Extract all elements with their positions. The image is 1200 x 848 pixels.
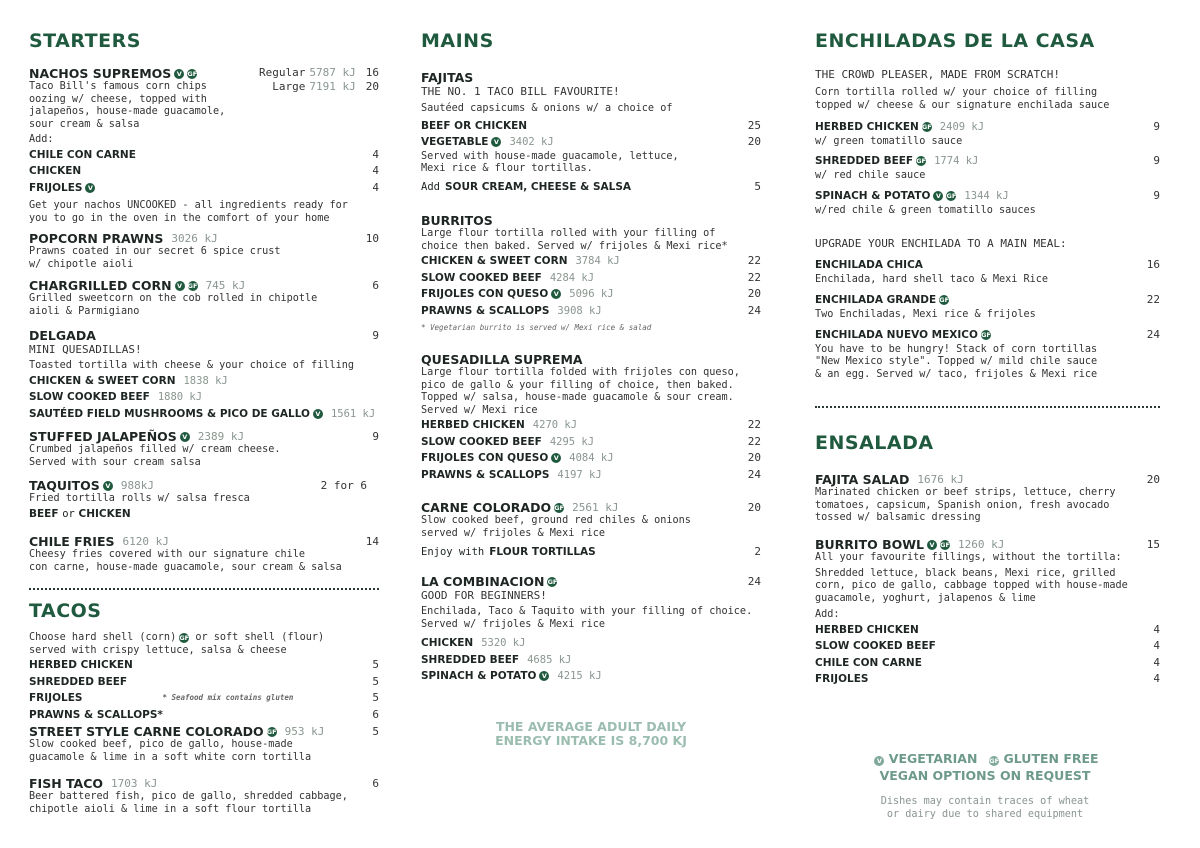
- vegetarian-icon: V: [491, 137, 501, 147]
- combinacion-sub: GOOD FOR BEGINNERS!: [421, 589, 547, 602]
- delgada-desc: Toasted tortilla with cheese & your choice of filling: [29, 360, 355, 371]
- gluten-free-icon: GF: [547, 577, 558, 586]
- option-row: CHICKEN & SWEET CORN 1838 kJ: [29, 374, 228, 387]
- vegetarian-icon: V: [874, 756, 884, 766]
- item-name: STREET STYLE CARNE COLORADO: [29, 724, 264, 739]
- bowl-addon: FRIJOLES 4: [815, 672, 1160, 685]
- trace-note: Dishes may contain traces of wheat or dairy due to shared equipment: [880, 796, 1090, 820]
- gluten-free-icon: GF: [939, 296, 950, 305]
- addon-chile-con-carne: CHILE CON CARNE 4: [29, 147, 379, 161]
- nachos-name: NACHOS SUPREMOS: [29, 66, 172, 81]
- vegetarian-icon: V: [85, 183, 95, 193]
- item-kj: 745 kJ: [205, 279, 246, 292]
- burrito-option: FRIJOLES CON QUESO V 5096 kJ 20: [421, 287, 761, 300]
- gluten-free-icon: GF: [989, 757, 1000, 765]
- combinacion-option: SPINACH & POTATO V 4215 kJ: [421, 670, 602, 682]
- burritos-item: BURRITOS Large flour tortilla rolled with your filling of choice then baked. Served w/ frijoles & Mexi rice* CHICKEN & SWEET CORN 3784 kJ 22 SLOW COOKED BEEF 4284 kJ 22 FRIJOLES CON QUESO V 5096 kJ 20 PRAWNS & SCALLOPS 3908 kJ 24 * Vegetarian burrito is served w/ Mexi rice & salad: [421, 213, 761, 332]
- regular-kj: 5787 kJ: [309, 66, 356, 79]
- la-combinacion-item: LA COMBINACION GF 24 GOOD FOR BEGINNERS! Enchilada, Taco & Taquito with your filling of choice. Served w/ frijoles & Mexi rice CHICKEN 5320 kJ SHREDDED BEEF 4685 kJ SPINACH & POTATO V 4215 kJ: [421, 574, 761, 685]
- item-kj: 2561 kJ: [572, 501, 619, 514]
- vegetarian-icon: V: [174, 69, 184, 79]
- burrito-option: PRAWNS & SCALLOPS 3908 kJ 24: [421, 303, 761, 317]
- fajita-salad-item: FAJITA SALAD 1676 kJ 20 Marinated chicken or beef strips, lettuce, cherry tomatoes, capsicum, Spanish onion, fresh avocado tossed w/ balsamic dressing: [815, 472, 1160, 523]
- upgrade-heading: UPGRADE YOUR ENCHILADA TO A MAIN MEAL:: [815, 237, 1067, 250]
- divider: [29, 588, 379, 590]
- regular-label: Regular: [259, 66, 306, 79]
- item-name: LA COMBINACION: [421, 574, 545, 589]
- enchiladas-intro: THE CROWD PLEASER, MADE FROM SCRATCH! Corn tortilla rolled w/ your choice of filling topped w/ cheese & our signature enchilada sauce: [815, 68, 1160, 112]
- item-name: POPCORN PRAWNS: [29, 231, 164, 246]
- nachos-desc: Taco Bill's famous corn chips oozing w/ cheese, topped with jalapeños, house-made guacamole, sour cream & salsa: [29, 81, 226, 130]
- vegetarian-icon: V: [551, 453, 561, 463]
- gluten-free-icon: GF: [554, 503, 564, 512]
- vegetarian-icon: V: [103, 481, 113, 491]
- option-row: SAUTÉED FIELD MUSHROOMS & PICO DE GALLO V 1561 kJ: [29, 407, 376, 420]
- quesadilla-item: QUESADILLA SUPREMA Large flour tortilla folded with frijoles con queso, pico de gallo & your filling of choice, then baked. Topped w/ salsa, house-made guacamole & sour cream. Served w/ Mexi rice HERBED CHICKEN 4270 kJ 22 SLOW COOKED BEEF 4295 kJ 22 FRIJOLES CON QUESO V 4084 kJ 20 PRAWNS & SCALLOPS 4197 kJ 24: [421, 352, 761, 483]
- starters-heading: STARTERS: [29, 30, 141, 52]
- nachos-sizes: [259, 66, 379, 94]
- nachos-add-label: Add:: [29, 134, 54, 145]
- mains-heading: MAINS: [421, 30, 494, 52]
- gluten-free-icon: GF: [940, 540, 950, 549]
- fajitas-option: VEGETABLE V 3402 kJ 20: [421, 135, 761, 148]
- item-kj: 1676 kJ: [917, 473, 964, 486]
- item-name: BURRITO BOWL: [815, 537, 924, 552]
- vegetarian-icon: V: [175, 281, 185, 291]
- taco-option: SHREDDED BEEF 5: [29, 674, 379, 688]
- enchilada-item: SHREDDED BEEF GF 1774 kJ 9 w/ red chile sauce: [815, 154, 1160, 181]
- quesadilla-option: PRAWNS & SCALLOPS 4197 kJ 24: [421, 467, 761, 481]
- enchilada-nuevo-mexico-item: ENCHILADA NUEVO MEXICO GF 24 You have to be hungry! Stack of corn tortillas "New Mexico style". Topped w/ mild chile sauce & an egg. Served w/ taco, frijoles & Mexi rice: [815, 328, 1160, 380]
- vegetarian-icon: V: [313, 409, 323, 419]
- street-style-item: STREET STYLE CARNE COLORADO GF 953 kJ 5 Slow cooked beef, pico de gallo, house-made guacamole & lime in a soft white corn tortilla: [29, 724, 379, 763]
- large-kj: 7191 kJ: [309, 80, 356, 93]
- stuffed-jalapenos-item: STUFFED JALAPEÑOS V 2389 kJ 9 Crumbed jalapeños filled w/ cream cheese. Served with sour cream salsa: [29, 429, 379, 468]
- item-name: FISH TACO: [29, 776, 104, 791]
- burrito-option: SLOW COOKED BEEF 4284 kJ 22: [421, 270, 761, 284]
- item-kj: 953 kJ: [284, 725, 325, 738]
- fajitas-sub: THE NO. 1 TACO BILL FAVOURITE!: [421, 85, 620, 98]
- item-name: BURRITOS: [421, 213, 493, 228]
- item-price: 6: [372, 777, 379, 790]
- item-price: 20: [1146, 473, 1160, 486]
- taquitos-item: TAQUITOS V 988kJ 2 for 6 Fried tortilla rolls w/ salsa fresca BEEF or CHICKEN: [29, 478, 379, 522]
- quesadilla-option: SLOW COOKED BEEF 4295 kJ 22: [421, 434, 761, 448]
- nachos-item: [29, 66, 379, 225]
- quesadilla-option: FRIJOLES CON QUESO V 4084 kJ 20: [421, 451, 761, 464]
- seafood-note: * Seafood mix contains gluten: [162, 693, 294, 702]
- enchilada-item: SPINACH & POTATO V GF 1344 kJ 9 w/red chile & green tomatillo sauces: [815, 189, 1160, 216]
- vegetarian-icon: V: [180, 432, 190, 442]
- enchilada-grande-item: ENCHILADA GRANDE GF 22 Two Enchiladas, Mexi rice & frijoles: [815, 293, 1160, 320]
- vegetarian-icon: V: [927, 540, 937, 550]
- item-kj: 988kJ: [120, 479, 154, 492]
- tacos-block: Choose hard shell (corn) GF or soft shell (flour) served with crispy lettuce, salsa & cheese HERBED CHICKEN 5 SHREDDED BEEF 5 FRIJOLES * Seafood mix contains gluten 5 PRAWNS & SCALLOPS* 6: [29, 632, 379, 723]
- taco-option: HERBED CHICKEN 5: [29, 658, 379, 671]
- enchilada-chica-item: ENCHILADA CHICA 16 Enchilada, hard shell taco & Mexi Rice: [815, 258, 1160, 285]
- ensalada-heading: ENSALADA: [815, 432, 934, 454]
- item-price: 2 for 6: [320, 479, 367, 492]
- item-price: 10: [365, 232, 379, 245]
- gluten-free-icon: GF: [187, 281, 198, 290]
- quesadilla-option: HERBED CHICKEN 4270 kJ 22: [421, 418, 761, 431]
- item-price: 14: [365, 535, 379, 548]
- item-price: 15: [1146, 538, 1160, 551]
- taquitos-options: BEEF or CHICKEN: [29, 507, 131, 520]
- delgada-item: [29, 328, 379, 422]
- item-name: CHILE FRIES: [29, 534, 115, 549]
- fajitas-option: BEEF OR CHICKEN 25: [421, 118, 761, 132]
- addon-frijoles: FRIJOLES V 4: [29, 180, 379, 194]
- large-label: Large: [272, 80, 306, 93]
- popcorn-prawns-item: POPCORN PRAWNS 3026 kJ 10 Prawns coated in our secret 6 spice crust w/ chipotle aioli: [29, 231, 379, 270]
- vegetarian-icon: V: [551, 289, 561, 299]
- enchiladas-sub: THE CROWD PLEASER, MADE FROM SCRATCH!: [815, 68, 1061, 81]
- carne-addon: Enjoy with FLOUR TORTILLAS 2: [421, 545, 761, 558]
- taco-option: FRIJOLES * Seafood mix contains gluten 5: [29, 690, 379, 707]
- bowl-addon: SLOW COOKED BEEF 4: [815, 639, 1160, 652]
- energy-note: THE AVERAGE ADULT DAILY ENERGY INTAKE IS 8,700 KJ: [495, 719, 687, 748]
- item-name: FAJITA SALAD: [815, 472, 910, 487]
- item-price: 20: [747, 501, 761, 514]
- gluten-free-icon: GF: [921, 123, 932, 132]
- item-name: QUESADILLA SUPREMA: [421, 352, 583, 367]
- vegetarian-icon: V: [933, 191, 943, 201]
- combinacion-option: CHICKEN 5320 kJ: [421, 637, 526, 649]
- dietary-legend: V VEGETARIAN GF GLUTEN FREE VEGAN OPTIONS ON REQUEST: [855, 750, 1115, 784]
- item-kj: 6120 kJ: [122, 535, 169, 548]
- option-row: SLOW COOKED BEEF 1880 kJ: [29, 391, 203, 403]
- enchilada-item: HERBED CHICKEN GF 2409 kJ 9 w/ green tomatillo sauce: [815, 120, 1160, 147]
- bowl-addon: HERBED CHICKEN 4: [815, 622, 1160, 636]
- gluten-free-icon: GF: [981, 331, 991, 340]
- gluten-free-icon: GF: [179, 634, 190, 642]
- item-kj: 3026 kJ: [171, 232, 218, 245]
- large-price: 20: [365, 80, 379, 93]
- item-kj: 1260 kJ: [958, 538, 1005, 551]
- vegetarian-icon: V: [539, 671, 549, 681]
- delgada-sub: MINI QUESADILLAS!: [29, 343, 142, 356]
- tacos-heading: TACOS: [29, 600, 102, 622]
- item-name: STUFFED JALAPEÑOS: [29, 429, 177, 444]
- gluten-free-icon: GF: [266, 727, 277, 736]
- carne-colorado-item: CARNE COLORADO GF 2561 kJ 20 Slow cooked beef, ground red chiles & onions served w/ frijoles & Mexi rice Enjoy with FLOUR TORTILLAS 2: [421, 500, 761, 561]
- enchiladas-heading: ENCHILADAS DE LA CASA: [815, 30, 1095, 52]
- combinacion-option: SHREDDED BEEF 4685 kJ: [421, 653, 572, 666]
- item-name: DELGADA: [29, 328, 96, 343]
- vegan-note: VEGAN OPTIONS ON REQUEST: [879, 768, 1091, 783]
- divider: [815, 406, 1160, 408]
- gluten-free-icon: GF: [916, 157, 926, 166]
- chargrilled-corn-item: CHARGRILLED CORN V GF 745 kJ 6 Grilled sweetcorn on the cob rolled in chipotle aioli & Parmigiano: [29, 278, 379, 317]
- burrito-bowl-item: BURRITO BOWL V GF 1260 kJ 15 All your favourite fillings, without the tortilla: Shredded lettuce, black beans, Mexi rice, grilled corn, pico de gallo, cabbage topped with house-made guacamole, yoghurt, jalapenos & lime Add: HERBED CHICKEN 4 SLOW COOKED BEEF 4 CHILE CON CARNE 4 FRIJOLES 4: [815, 537, 1160, 688]
- gluten-free-icon: GF: [946, 192, 957, 201]
- item-price: 9: [372, 329, 379, 342]
- fish-taco-item: FISH TACO 1703 kJ 6 Beer battered fish, pico de gallo, shredded cabbage, chipotle aioli & lime in a soft flour tortilla: [29, 776, 379, 815]
- gluten-free-icon: GF: [187, 69, 198, 78]
- item-kj: 2389 kJ: [197, 430, 245, 443]
- item-name: CHARGRILLED CORN: [29, 278, 172, 293]
- item-price: 6: [372, 279, 379, 292]
- chile-fries-item: CHILE FRIES 6120 kJ 14 Cheesy fries covered with our signature chile con carne, house-made guacamole, sour cream & salsa: [29, 534, 379, 573]
- item-kj: 1703 kJ: [111, 777, 158, 790]
- fajitas-addon: Add SOUR CREAM, CHEESE & SALSA 5: [421, 179, 761, 193]
- item-name: TAQUITOS: [29, 478, 100, 493]
- regular-price: 16: [365, 66, 379, 79]
- burrito-option: CHICKEN & SWEET CORN 3784 kJ 22: [421, 254, 761, 267]
- addon-chicken: CHICKEN 4: [29, 164, 379, 177]
- item-name: CARNE COLORADO: [421, 500, 552, 515]
- item-price: 9: [372, 430, 379, 443]
- item-price: 24: [747, 575, 761, 588]
- taco-option: PRAWNS & SCALLOPS* 6: [29, 707, 379, 721]
- bowl-addon: CHILE CON CARNE 4: [815, 655, 1160, 669]
- nachos-uncooked: Get your nachos UNCOOKED - all ingredients ready for you to go in the oven in the comfort of your home: [29, 200, 348, 224]
- fajitas-item: FAJITAS THE NO. 1 TACO BILL FAVOURITE! Sautéed capsicums & onions w/ a choice of BEEF OR CHICKEN 25 VEGETABLE V 3402 kJ 20 Served with house-made guacamole, lettuce, Mexi rice & flour tortillas. Add SOUR CREAM, CHEESE & SALSA 5: [421, 70, 761, 195]
- item-name: FAJITAS: [421, 70, 474, 85]
- item-price: 5: [372, 725, 379, 738]
- burrito-note: * Vegetarian burrito is served w/ Mexi rice & salad: [421, 323, 652, 332]
